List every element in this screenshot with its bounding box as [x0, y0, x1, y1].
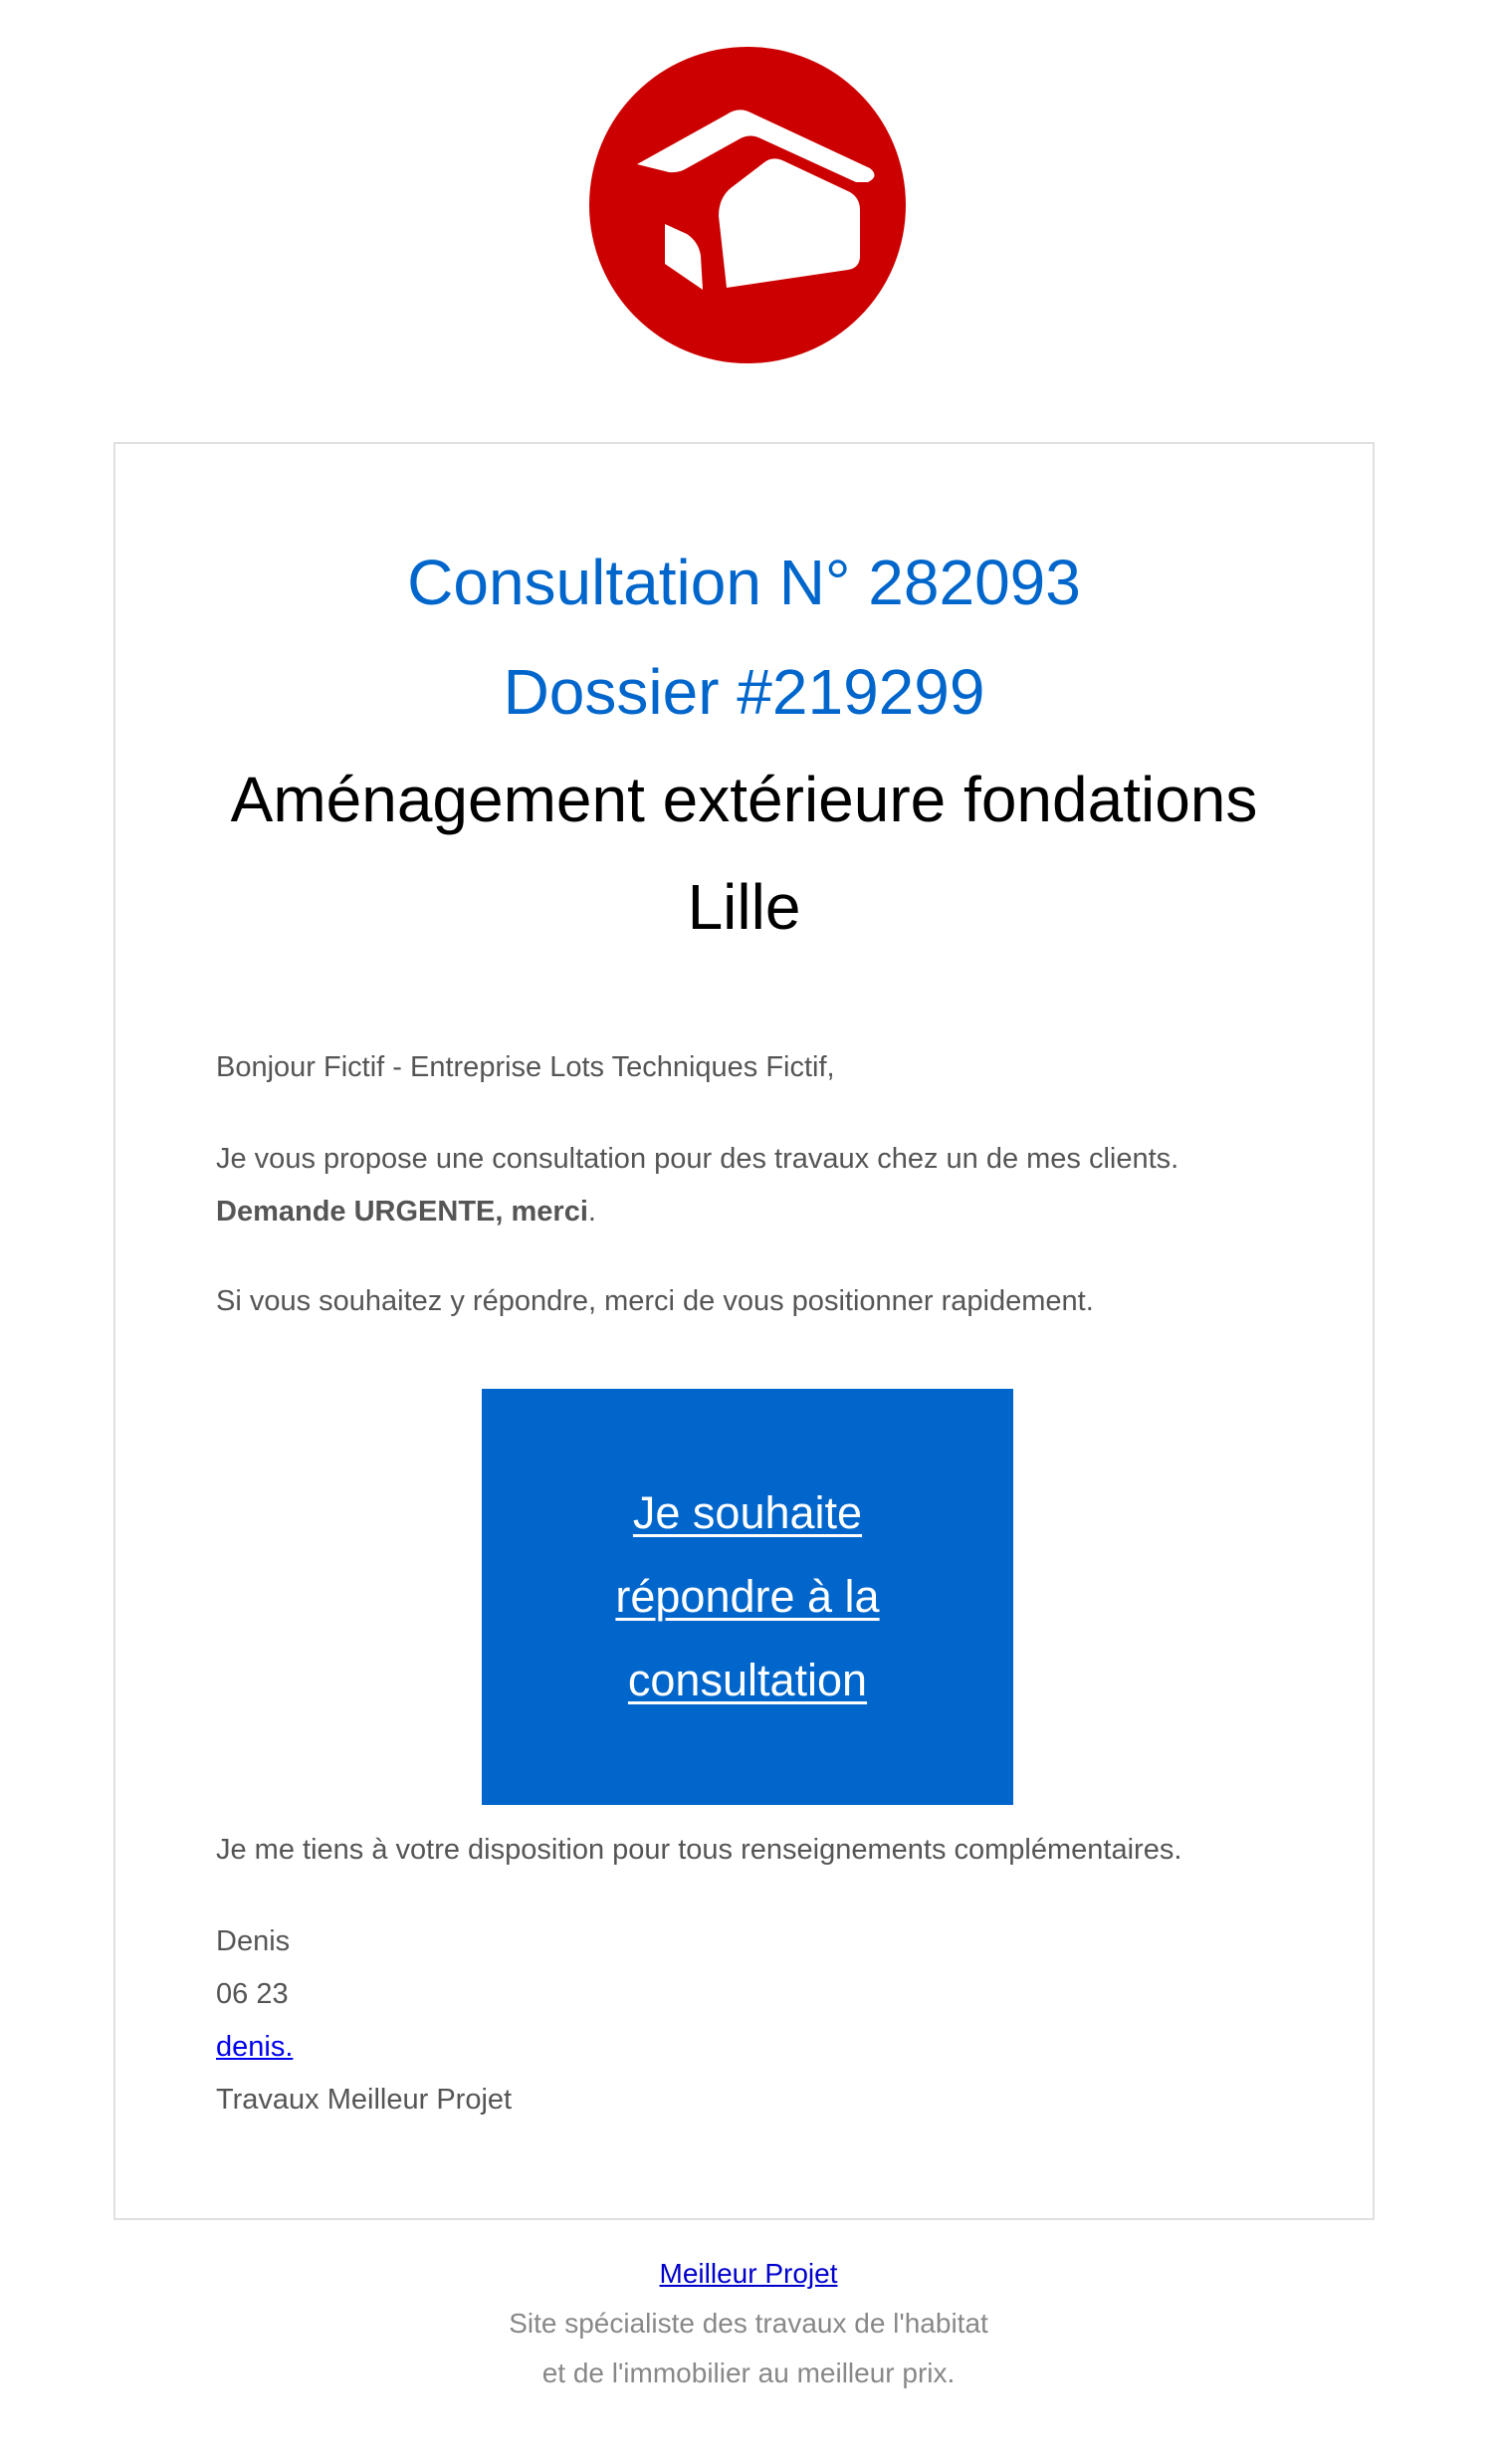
dossier-number: Dossier #219299 [503, 656, 985, 728]
project-title: Aménagement extérieure fondations [230, 764, 1258, 835]
request-text: Si vous souhaitez y répondre, merci de vous positionner rapidement. [216, 1285, 1094, 1317]
intro-text: Je vous propose une consultation pour des travaux chez un de mes clients. [216, 1143, 1179, 1175]
footer [0, 2258, 1497, 2388]
project-city: Lille [687, 871, 801, 943]
footer-brand-link[interactable]: Meilleur Projet [659, 2258, 838, 2289]
closing-text: Je me tiens à votre disposition pour tous renseignements complémentaires. [216, 1834, 1182, 1866]
greeting-text: Bonjour Fictif - Entreprise Lots Techniques Fictif, [216, 1051, 835, 1083]
footer-tagline-1: Site spécialiste des travaux de l'habitat [509, 2308, 988, 2339]
urgent-bold-text: Demande URGENTE, merci [216, 1196, 588, 1228]
urgent-suffix: . [587, 1196, 596, 1228]
signature-company: Travaux Meilleur Projet [216, 2084, 513, 2116]
respond-consultation-link[interactable]: Je souhaite répondre à la consultation [615, 1487, 880, 1705]
email-card [113, 442, 1375, 2220]
signature-phone: 06 23 [216, 1978, 289, 2010]
respond-consultation-button[interactable] [482, 1389, 1013, 1805]
signature-name: Denis [216, 1925, 291, 1957]
urgent-text [216, 1198, 596, 1227]
footer-tagline-2: et de l'immobilier au meilleur prix. [541, 2357, 956, 2388]
signature-email-wrapper [216, 2033, 296, 2062]
consultation-number: Consultation N° 282093 [407, 547, 1081, 618]
house-logo-icon [589, 47, 906, 363]
signature-email-link[interactable]: denis. [216, 2033, 294, 2062]
